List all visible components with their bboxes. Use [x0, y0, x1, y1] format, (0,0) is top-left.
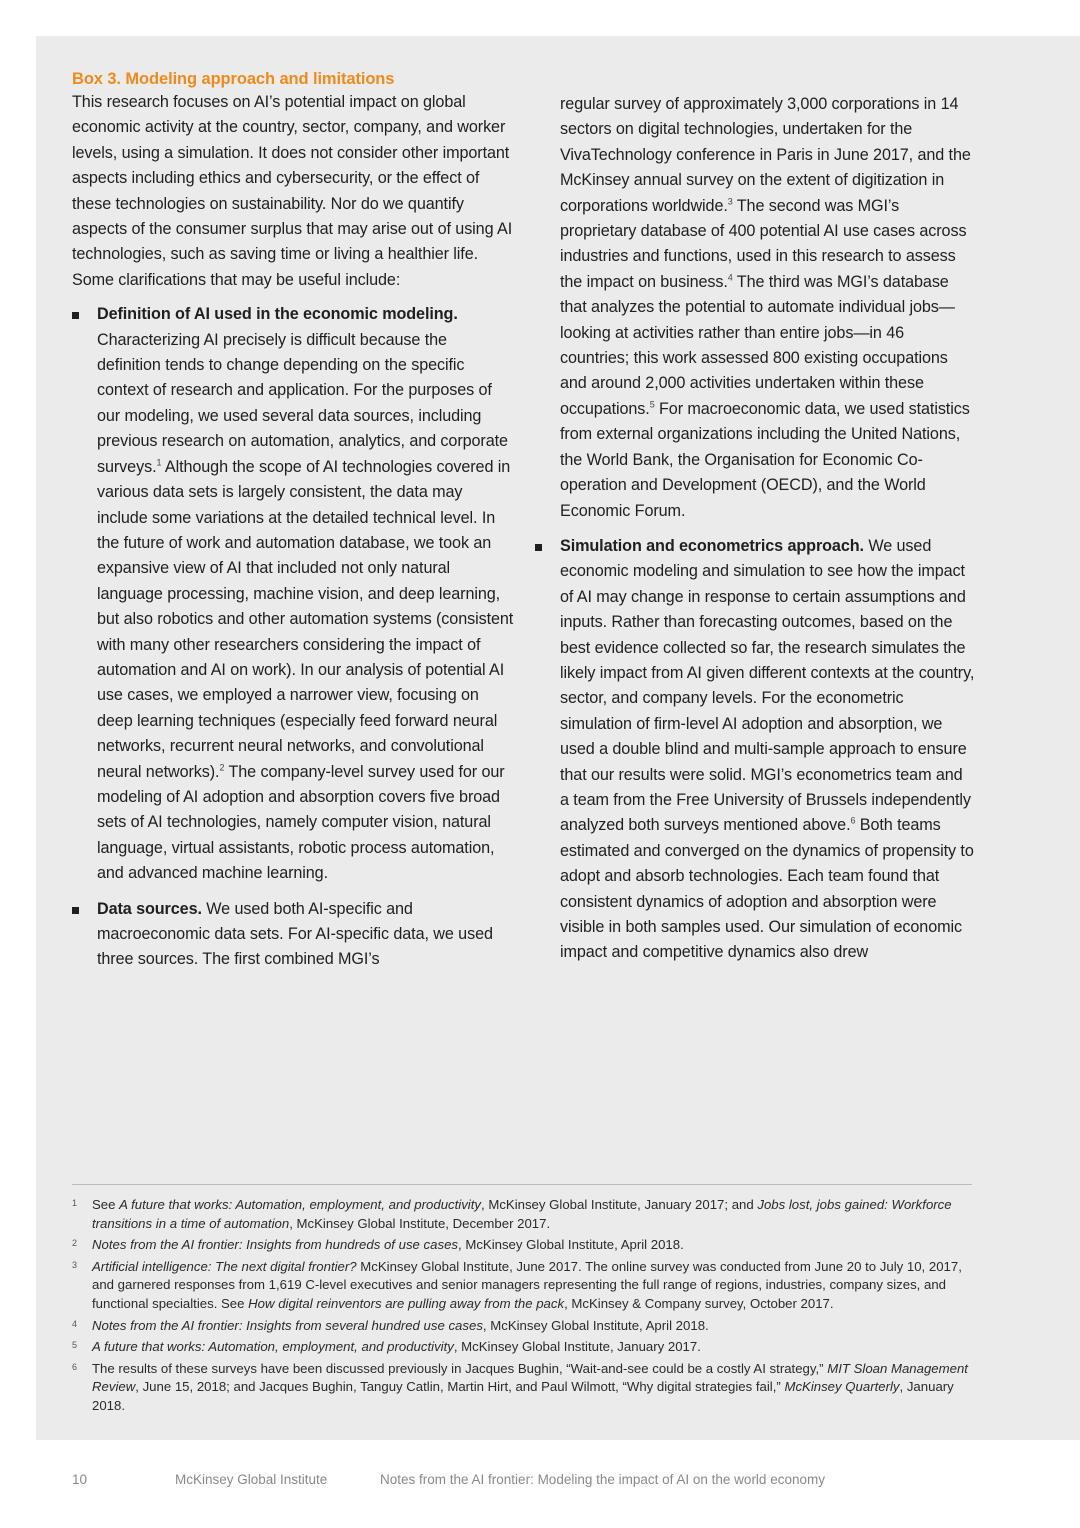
- footnote-ref[interactable]: 5: [649, 399, 655, 410]
- footnote-ref[interactable]: 6: [850, 815, 856, 826]
- footnote-ref[interactable]: 3: [727, 196, 733, 207]
- bullet-simulation: Simulation and econometrics approach. We used economic modeling and simulation to see how the impact of AI may change in response to certain assumptions and inputs. Rather than forecasting outcomes, based on the best evidence collected so far, the research simulates the likely impact from AI given different contexts at the country, sector, and company levels. For the econometric simulation of firm-level AI adoption and absorption, we used a double blind and multi-sample approach to ensure that our results were solid. MGI’s econometrics team and a team from the Free University of Brussels independently analyzed both surveys mentioned above.$^6$ Both teams estimated and converged on the dynamics of propensity to adopt and absorb technologies. Each team found that consistent dynamics of adoption and absorption were visible in both samples used. Our simulation of economic impact and competitive dynamics also drew: [535, 534, 975, 966]
- bullet-heading: Simulation and econometrics approach.: [560, 536, 864, 555]
- left-column: [72, 68, 514, 973]
- footnote-5: 5 A future that works: Automation, employment, and productivity, McKinsey Global Institute, January 2017.: [72, 1339, 701, 1355]
- bullet-square-icon: [535, 544, 542, 551]
- right-column: [535, 92, 975, 966]
- box-title: Box 3. Modeling approach and limitations: [72, 70, 395, 88]
- footnote-divider: [72, 1184, 972, 1185]
- bullet-square-icon: [72, 312, 79, 319]
- footer-report-title: Notes from the AI frontier: Modeling the impact of AI on the world economy: [380, 1472, 825, 1487]
- footnote-ref[interactable]: 2: [219, 762, 225, 773]
- footnote-6: 6 The results of these surveys have been discussed previously in Jacques Bughin, “Wait-and-see could be a costly AI strategy,” MIT Sloan Management Review, June 15, 2018; and Jacques Bughin, Tanguy Catlin, Martin Hirt, and Paul Wilmott, “Why digital strategies fail,” McKinsey Quarterly, January 2018.: [72, 1360, 968, 1413]
- bullet-data-sources: Data sources. We used both AI-specific and macroeconomic data sets. For AI-specific data, we used three sources. The first combined MGI’s: [72, 897, 514, 973]
- footnote-ref[interactable]: 4: [727, 272, 733, 283]
- intro-paragraph: This research focuses on AI’s potential impact on global economic activity at the country, sector, company, and worker levels, using a simulation. It does not consider other important aspects including ethics and cybersecurity, or the effect of these technologies on sustainability. Nor do we quantify aspects of the consumer surplus that may arise out of using AI technologies, such as saving time or living a healthier life. Some clarifications that may be useful include:: [72, 93, 513, 289]
- footnote-4: 4 Notes from the AI frontier: Insights from several hundred use cases, McKinsey Global Institute, April 2018.: [72, 1317, 709, 1333]
- footnote-1: 1 See A future that works: Automation, employment, and productivity, McKinsey Global Institute, January 2017; and Jobs lost, jobs gained: Workforce transitions in a time of automation, McKinsey Global Institute, December 2017.: [72, 1197, 952, 1231]
- footnotes: [72, 1196, 972, 1419]
- bullet-heading: Data sources.: [97, 899, 202, 918]
- footnote-3: 3 Artificial intelligence: The next digital frontier? McKinsey Global Institute, June 2017. The online survey was conducted from June 20 to July 10, 2017, and garnered responses from 1,619 C-level executives and senior managers representing the full range of regions, industries, company sizes, and functional specialties. See How digital reinventors are pulling away from the pack, McKinsey & Company survey, October 2017.: [72, 1258, 962, 1311]
- bullet-square-icon: [72, 907, 79, 914]
- footnote-ref[interactable]: 1: [156, 457, 162, 468]
- page-number: 10: [72, 1472, 88, 1487]
- bullet-ai-definition: Definition of AI used in the economic modeling. Characterizing AI precisely is difficult because the definition tends to change depending on the specific context of research and application. For the purposes of our modeling, we used several data sources, including previous research on automation, analytics, and corporate surveys.$^1$ Although the scope of AI technologies covered in various data sets is largely consistent, the data may include some variations at the detailed technical level. In the future of work and automation database, we took an expansive view of AI that included not only natural language processing, machine vision, and deep learning, but also robotics and other automation systems (consistent with many other researchers considering the impact of automation and AI on work). In our analysis of potential AI use cases, we employed a narrower view, focusing on deep learning techniques (especially feed forward neural networks, recurrent neural networks, and convolutional neural networks).$^2$ The company-level survey used for our modeling of AI adoption and absorption covers five broad sets of AI technologies, namely computer vision, natural language, virtual assistants, robotic process automation, and advanced machine learning.: [72, 302, 514, 886]
- footer-publisher: McKinsey Global Institute: [175, 1472, 328, 1487]
- bullet-data-sources-continued: regular survey of approximately 3,000 corporations in 14 sectors on digital technologies, undertaken for the VivaTechnology conference in Paris in June 2017, and the McKinsey annual survey on the extent of digitization in corporations worldwide.$^3$ The second was MGI’s proprietary database of 400 potential AI use cases across industries and functions, used in this research to assess the impact on business.$^4$ The third was MGI’s database that analyzes the potential to automate individual jobs—looking at activities rather than entire jobs—in 46 countries; this work assessed 800 existing occupations and around 2,000 activities undertaken within these occupations.$^5$ For macroeconomic data, we used statistics from external organizations including the United Nations, the World Bank, the Organisation for Economic Co-operation and Development (OECD), and the World Economic Forum.: [560, 95, 971, 520]
- footnote-2: 2 Notes from the AI frontier: Insights from hundreds of use cases, McKinsey Global Institute, April 2018.: [72, 1237, 684, 1253]
- bullet-heading: Definition of AI used in the economic modeling.: [97, 305, 458, 324]
